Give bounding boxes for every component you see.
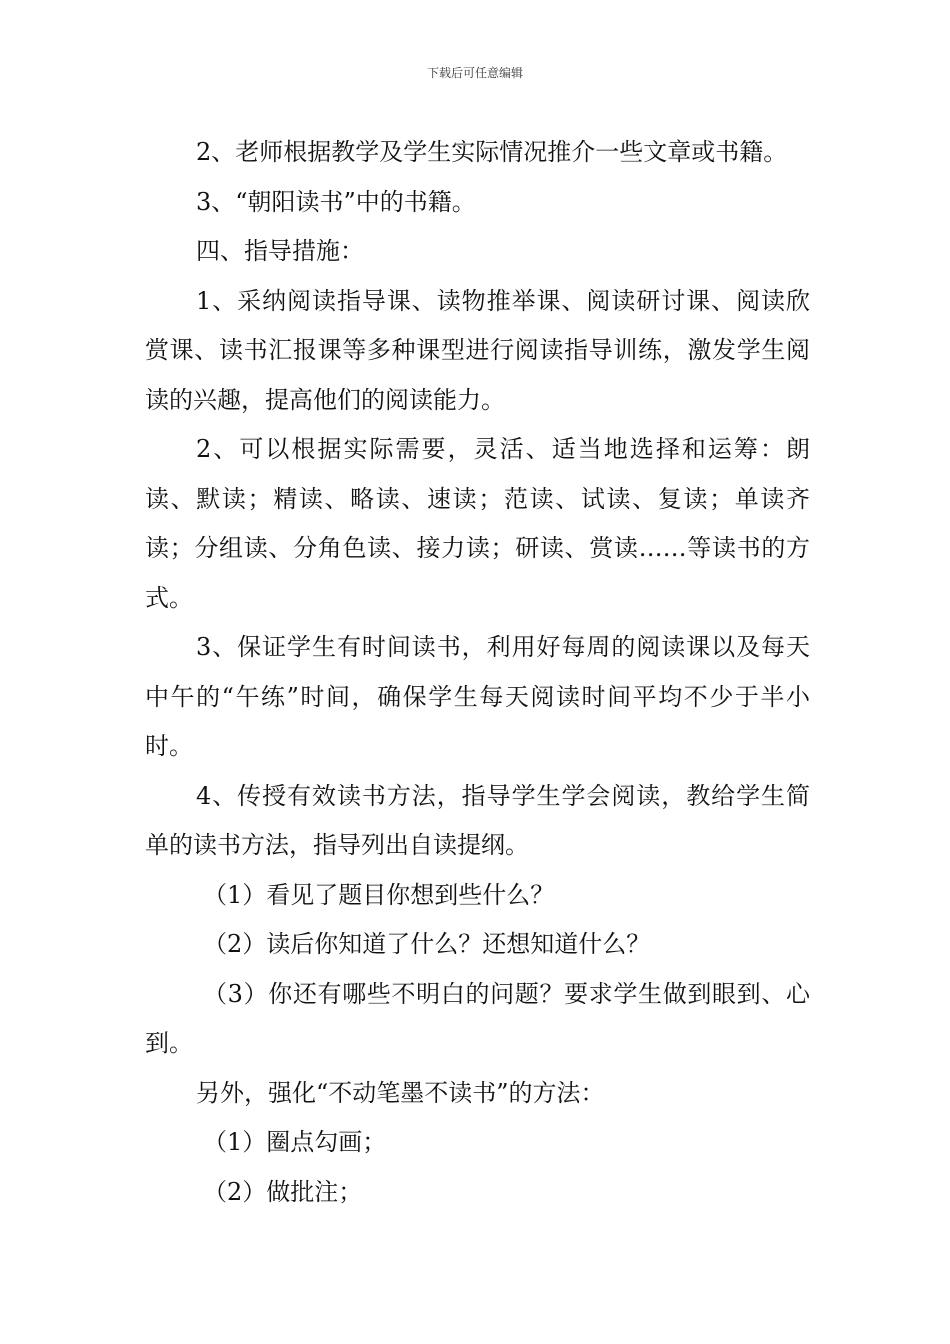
list-item: （3）你还有哪些不明白的问题？要求学生做到眼到、心到。 [145,979,810,1057]
section-heading: 四、指导措施： [196,237,364,265]
paragraph: 4、传授有效读书方法，指导学生学会阅读，教给学生简单的读书方法，指导列出自读提纲。 [145,781,810,859]
list-item: （2）做批注； [203,1177,363,1206]
paragraph: 1、采纳阅读指导课、读物推举课、阅读研讨课、阅读欣赏课、读书汇报课等多种课型进行阅读指导训练，激发学生阅读的兴趣，提高他们的阅读能力。 [145,286,810,414]
paragraph: 3、“朝阳读书”中的书籍。 [196,187,476,216]
list-item: （2）读后你知道了什么？还想知道什么？ [203,930,651,958]
paragraph: 2、老师根据教学及学生实际情况推介一些文章或书籍。 [196,138,788,166]
paragraph: 另外，强化“不动笔墨不读书”的方法： [196,1078,605,1107]
document-body [145,128,810,1217]
paragraph: 2、可以根据实际需要，灵活、适当地选择和运筹：朗读、默读；精读、略读、速读；范读、试读、复读；单读齐读；分组读、分角色读、接力读；研读、赏读……等读书的方式。 [145,435,810,612]
list-item: （1）圈点勾画； [203,1128,387,1156]
page-header: 下载后可任意编辑 [426,66,523,80]
list-item: （1）看见了题目你想到些什么？ [203,880,555,909]
paragraph: 3、保证学生有时间读书，利用好每周的阅读课以及每天中午的“午练”时间，确保学生每天阅读时间平均不少于半小时。 [145,633,810,760]
